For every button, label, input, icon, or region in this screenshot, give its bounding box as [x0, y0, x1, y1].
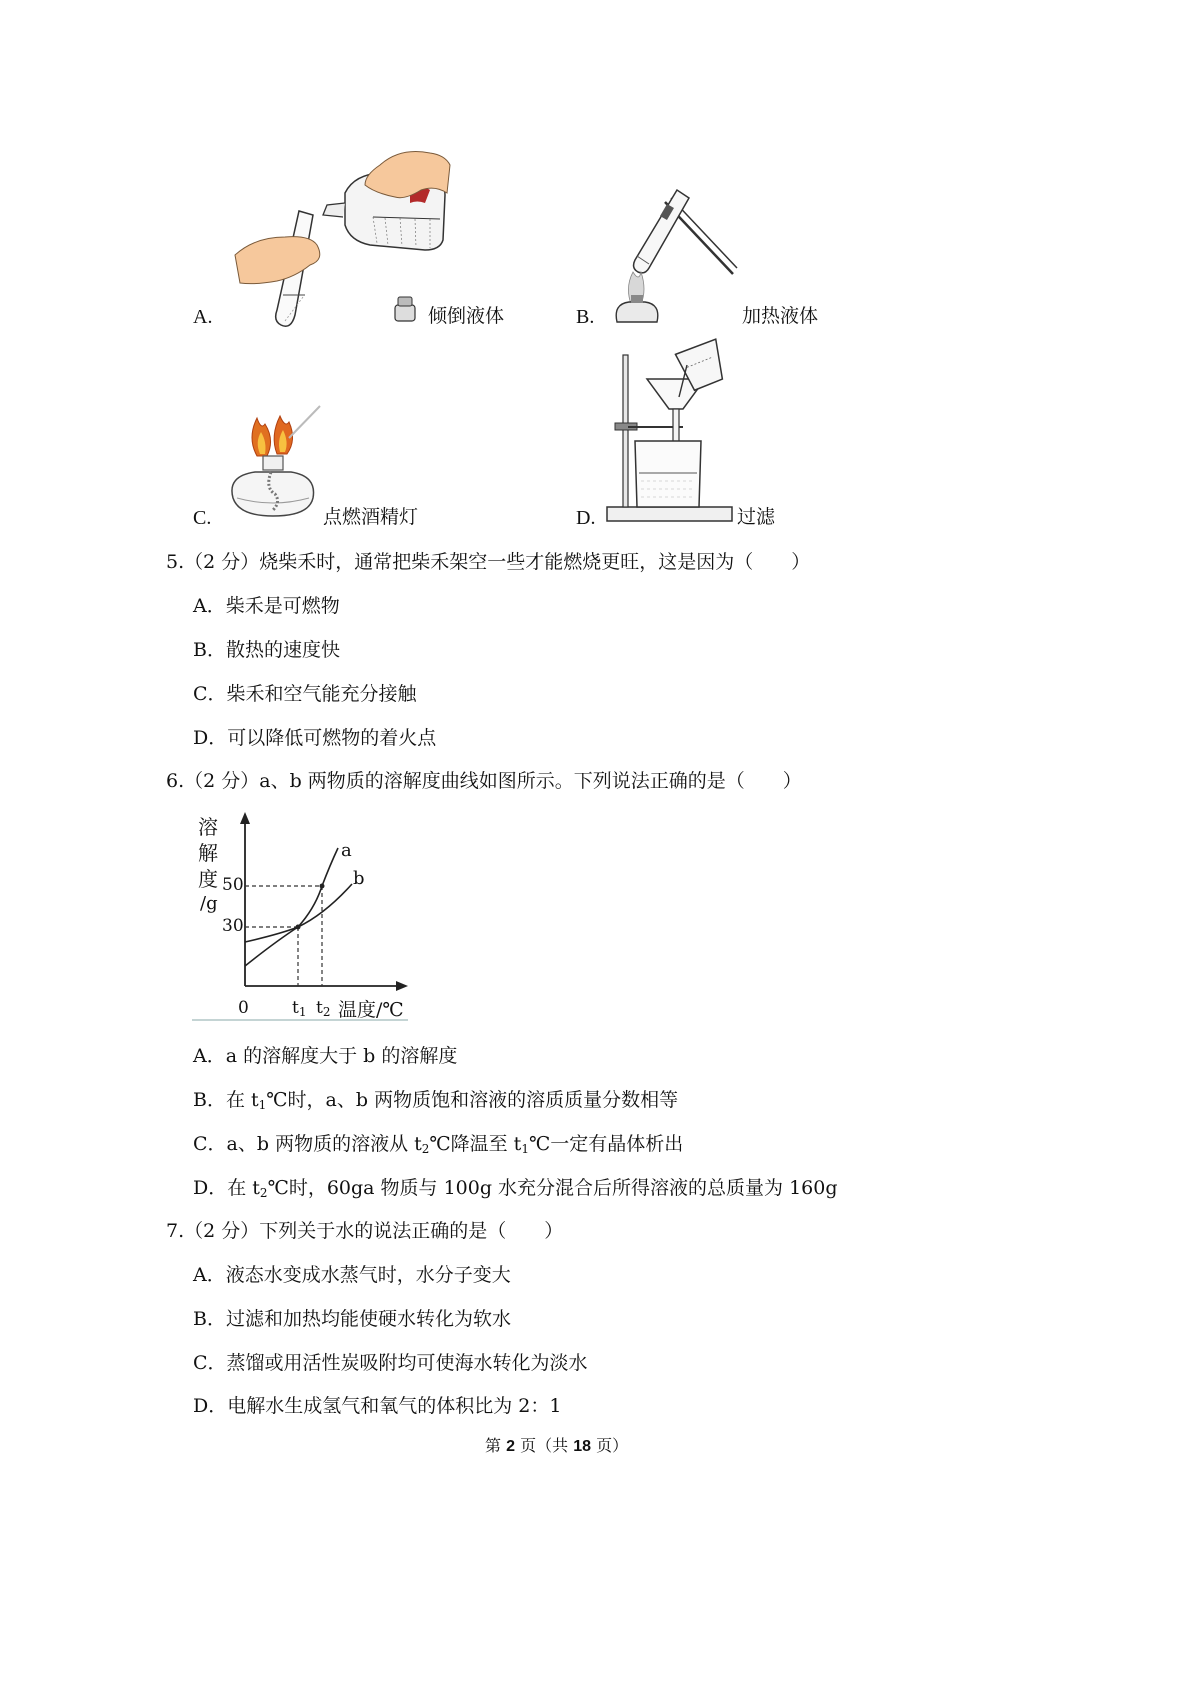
option-a: A．柴禾是可燃物	[193, 595, 340, 617]
y-label-char-3: 度	[198, 867, 218, 891]
option-d: D．可以降低可燃物的着火点	[193, 727, 437, 749]
option-a: A．液态水变成水蒸气时，水分子变大	[193, 1264, 511, 1286]
x-axis-label: 温度/℃	[338, 999, 404, 1021]
total-pages: 18	[573, 1438, 591, 1455]
option-d: D．在 $t_2℃$时，60ga 物质与 100g 水充分混合后所得溶液的总质量为 160g	[193, 1177, 838, 1200]
y-label-char-1: 溶	[198, 815, 218, 839]
option-letter: D.	[576, 507, 596, 529]
option-caption: 加热液体	[742, 305, 819, 327]
option-letter: B.	[576, 306, 595, 328]
question-stem: 5.（2 分）烧柴禾时，通常把柴禾架空一些才能燃烧更旺，这是因为（ ）	[166, 551, 811, 573]
pouring-liquid-illustration	[225, 145, 455, 350]
option-b: B．在 $t_1℃$时，a、b 两物质饱和溶液的溶质质量分数相等	[193, 1089, 679, 1112]
option-b: B．散热的速度快	[193, 639, 340, 661]
page-footer: 第 2 页（共 18 页）	[485, 1436, 629, 1455]
curve-a	[245, 848, 338, 966]
curve-b	[245, 884, 352, 942]
y-label-char-2: 解	[198, 841, 218, 865]
y-tick-50: 50	[222, 875, 244, 895]
x-tick-t1: $t_1$	[292, 998, 307, 1019]
lighting-alcohol-lamp-illustration	[225, 398, 330, 523]
option-a: A．a 的溶解度大于 b 的溶解度	[193, 1045, 458, 1067]
y-axis-arrow	[240, 812, 250, 824]
question-stem: 7.（2 分）下列关于水的说法正确的是（ ）	[166, 1220, 564, 1242]
origin-label: 0	[238, 998, 249, 1018]
x-tick-t2: $t_2$	[316, 998, 331, 1019]
option-c: C．蒸馏或用活性炭吸附均可使海水转化为淡水	[193, 1352, 588, 1374]
heating-liquid-illustration	[605, 182, 740, 327]
y-tick-30: 30	[222, 916, 244, 936]
point-a-t2	[320, 884, 325, 889]
option-caption: 点燃酒精灯	[323, 506, 419, 528]
option-c: C．a、b 两物质的溶液从 $t_2℃$降温至 $t_1℃$一定有晶体析出	[193, 1133, 684, 1156]
intersection-point	[296, 925, 301, 930]
x-axis-arrow	[396, 981, 408, 991]
y-label-char-4: /g	[200, 893, 218, 914]
option-c: C．柴禾和空气能充分接触	[193, 683, 417, 705]
curve-b-label: b	[353, 868, 365, 889]
filtration-illustration	[605, 345, 740, 525]
option-letter: C.	[193, 507, 212, 529]
option-b: B．过滤和加热均能使硬水转化为软水	[193, 1308, 511, 1330]
page-number: 2	[506, 1438, 515, 1455]
option-letter: A.	[193, 306, 213, 328]
option-caption: 过滤	[737, 506, 776, 528]
question-stem: 6.（2 分）a、b 两物质的溶解度曲线如图所示。下列说法正确的是（ ）	[166, 770, 802, 792]
option-caption: 倾倒液体	[428, 305, 505, 327]
option-d: D．电解水生成氢气和氧气的体积比为 2：1	[193, 1395, 562, 1417]
curve-a-label: a	[341, 840, 352, 861]
